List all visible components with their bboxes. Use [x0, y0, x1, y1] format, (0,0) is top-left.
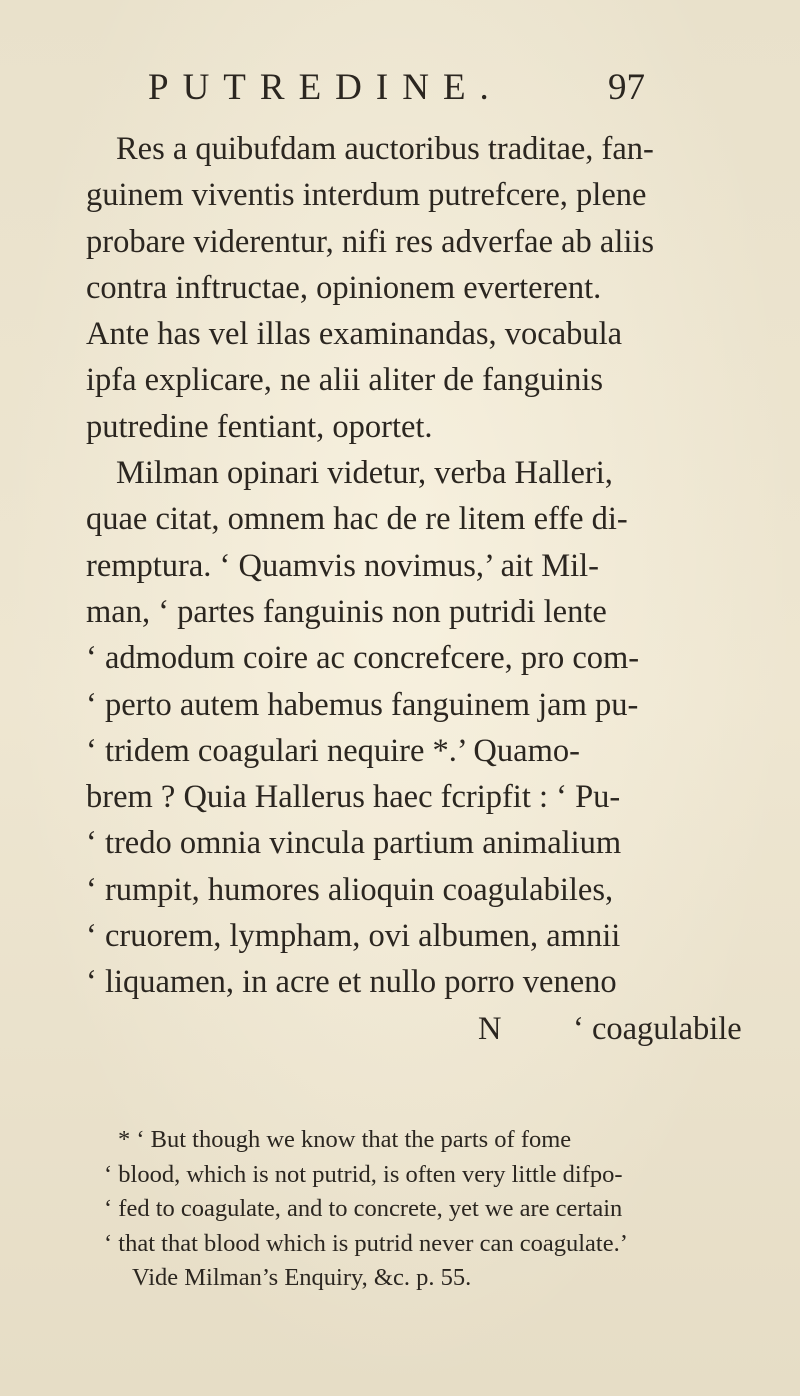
text-line: ‘ rumpit, humores alioquin coagulabiles, — [86, 871, 614, 908]
text-line: ‘ liquamen, in acre et nullo porro veneno — [86, 964, 617, 1001]
text-line: Milman opinari videtur, verba Halleri, — [116, 455, 613, 492]
footnote-line: ‘ that that blood which is putrid never can coagulate.’ — [104, 1229, 628, 1257]
text-line: man, ‘ partes fanguinis non putridi lente — [86, 593, 607, 630]
text-line: ‘ tredo omnia vincula partium animalium — [86, 825, 622, 862]
catchword: ‘ coagulabile — [573, 1010, 742, 1047]
footnote — [104, 1123, 790, 1296]
footnote-line: ‘ fed to coagulate, and to concrete, yet we are certain — [104, 1195, 623, 1222]
text-line: ‘ admodum coire ac concrefcere, pro com- — [86, 640, 640, 677]
text-line: probare viderentur, nifi res adverfae ab aliis — [86, 223, 655, 260]
text-line: ‘ perto autem habemus fanguinem jam pu- — [86, 686, 639, 723]
text-line: putredine fentiant, oportet. — [86, 408, 433, 445]
text-line: ‘ tridem coagulari nequire *.’ Quamo- — [86, 732, 580, 769]
footnote-line: ‘ blood, which is not putrid, is often very little difpo- — [104, 1160, 623, 1188]
footnote-line: * ‘ But though we know that the parts of fome — [118, 1126, 572, 1153]
footnote-line: Vide Milman’s Enquiry, &c. p. 55. — [132, 1264, 472, 1291]
main-text-block — [86, 126, 746, 1052]
text-line: quae citat, omnem hac de re litem effe di- — [86, 501, 628, 538]
running-title: PUTREDINE. — [148, 67, 503, 108]
text-line: ‘ cruorem, lympham, ovi albumen, amnii — [86, 918, 621, 955]
text-line: remptura. ‘ Quamvis novimus,’ ait Mil- — [86, 547, 599, 584]
text-line: contra inftructae, opinionem everterent. — [86, 269, 602, 306]
page-number: 97 — [608, 67, 645, 108]
signature-line — [86, 1006, 746, 1052]
text-line — [86, 126, 746, 172]
signature-mark: N — [478, 1010, 502, 1047]
text-line: Ante has vel illas examinandas, vocabula — [86, 316, 623, 353]
text-line: guinem viventis interdum putrefcere, plene — [86, 177, 647, 214]
line-text: Res a quibufdam auctoribus traditae, fan- — [116, 131, 654, 167]
text-line: ipfa explicare, ne alii aliter de fanguinis — [86, 362, 604, 399]
text-line: brem ? Quia Hallerus haec fcripfit : ‘ Pu- — [86, 779, 621, 816]
